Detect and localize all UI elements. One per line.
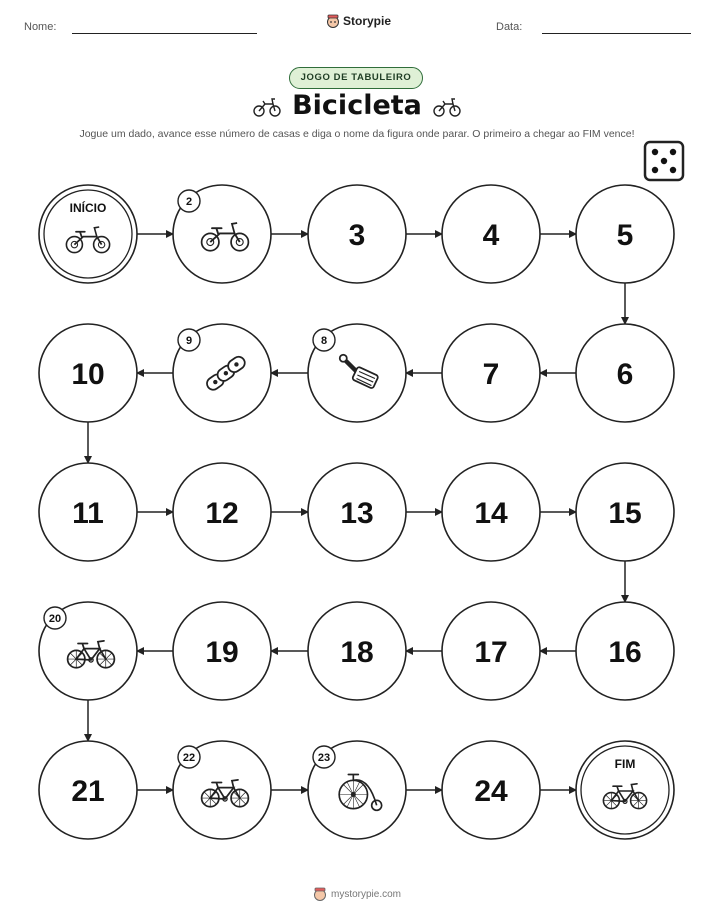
space-number: 20 xyxy=(48,613,62,625)
board-space xyxy=(39,324,137,422)
space-number: 10 xyxy=(71,358,105,391)
game-type-badge: JOGO DE TABULEIRO xyxy=(289,67,423,89)
space-number: 24 xyxy=(474,775,508,808)
board-space xyxy=(576,185,674,283)
space-number: 8 xyxy=(320,335,328,347)
board-space xyxy=(442,463,540,561)
title-text: Bicicleta xyxy=(292,90,422,121)
space-number: 18 xyxy=(340,636,374,669)
board-space xyxy=(442,324,540,422)
board-space xyxy=(39,741,137,839)
space-number: 23 xyxy=(317,752,331,764)
space-circle xyxy=(39,185,137,283)
space-number: 17 xyxy=(474,636,508,669)
brand-name: Storypie xyxy=(343,14,392,28)
board-space xyxy=(576,741,674,839)
board-space xyxy=(442,741,540,839)
space-number: 11 xyxy=(72,497,104,530)
space-number: 4 xyxy=(482,219,500,252)
footer xyxy=(0,887,714,901)
space-number: 12 xyxy=(205,497,239,530)
board-space xyxy=(442,185,540,283)
space-number: 2 xyxy=(185,196,193,208)
footer-url[interactable]: mystorypie.com xyxy=(330,888,401,900)
board-space xyxy=(39,463,137,561)
space-number: 19 xyxy=(205,636,239,669)
space-number: 7 xyxy=(482,358,500,391)
board-space xyxy=(308,602,406,700)
instructions: Jogue um dado, avance esse número de casas e diga o nome da figura onde parar. O primeiro a chegar ao FIM vence! xyxy=(79,128,635,140)
board-space xyxy=(308,185,406,283)
space-number: 16 xyxy=(608,636,642,669)
board-spaces xyxy=(39,185,674,839)
board-space xyxy=(173,602,271,700)
board-space xyxy=(442,602,540,700)
space-number: 22 xyxy=(182,752,196,764)
space-label: FIM xyxy=(614,757,636,771)
board-space xyxy=(308,463,406,561)
board-space xyxy=(308,324,406,422)
storypie-footer-icon xyxy=(313,887,327,901)
space-number: 5 xyxy=(616,219,634,252)
space-label: INÍCIO xyxy=(69,201,107,215)
space-number: 21 xyxy=(71,775,105,808)
dice-icon xyxy=(645,142,683,180)
board-space xyxy=(173,324,271,422)
space-number: 15 xyxy=(608,497,642,530)
board-space xyxy=(39,602,137,700)
board-space xyxy=(173,463,271,561)
date-label: Data: xyxy=(496,21,523,33)
board-space xyxy=(39,185,137,283)
space-number: 13 xyxy=(340,497,374,530)
board-space xyxy=(308,741,406,839)
space-number: 9 xyxy=(185,335,193,347)
space-number: 14 xyxy=(474,497,508,530)
name-label: Nome: xyxy=(24,21,57,33)
space-number: 6 xyxy=(616,358,634,391)
board-space xyxy=(173,185,271,283)
board-space xyxy=(173,741,271,839)
board-space xyxy=(576,602,674,700)
space-number: 3 xyxy=(348,219,366,252)
board-space xyxy=(576,463,674,561)
board-space xyxy=(576,324,674,422)
space-circle xyxy=(576,741,674,839)
